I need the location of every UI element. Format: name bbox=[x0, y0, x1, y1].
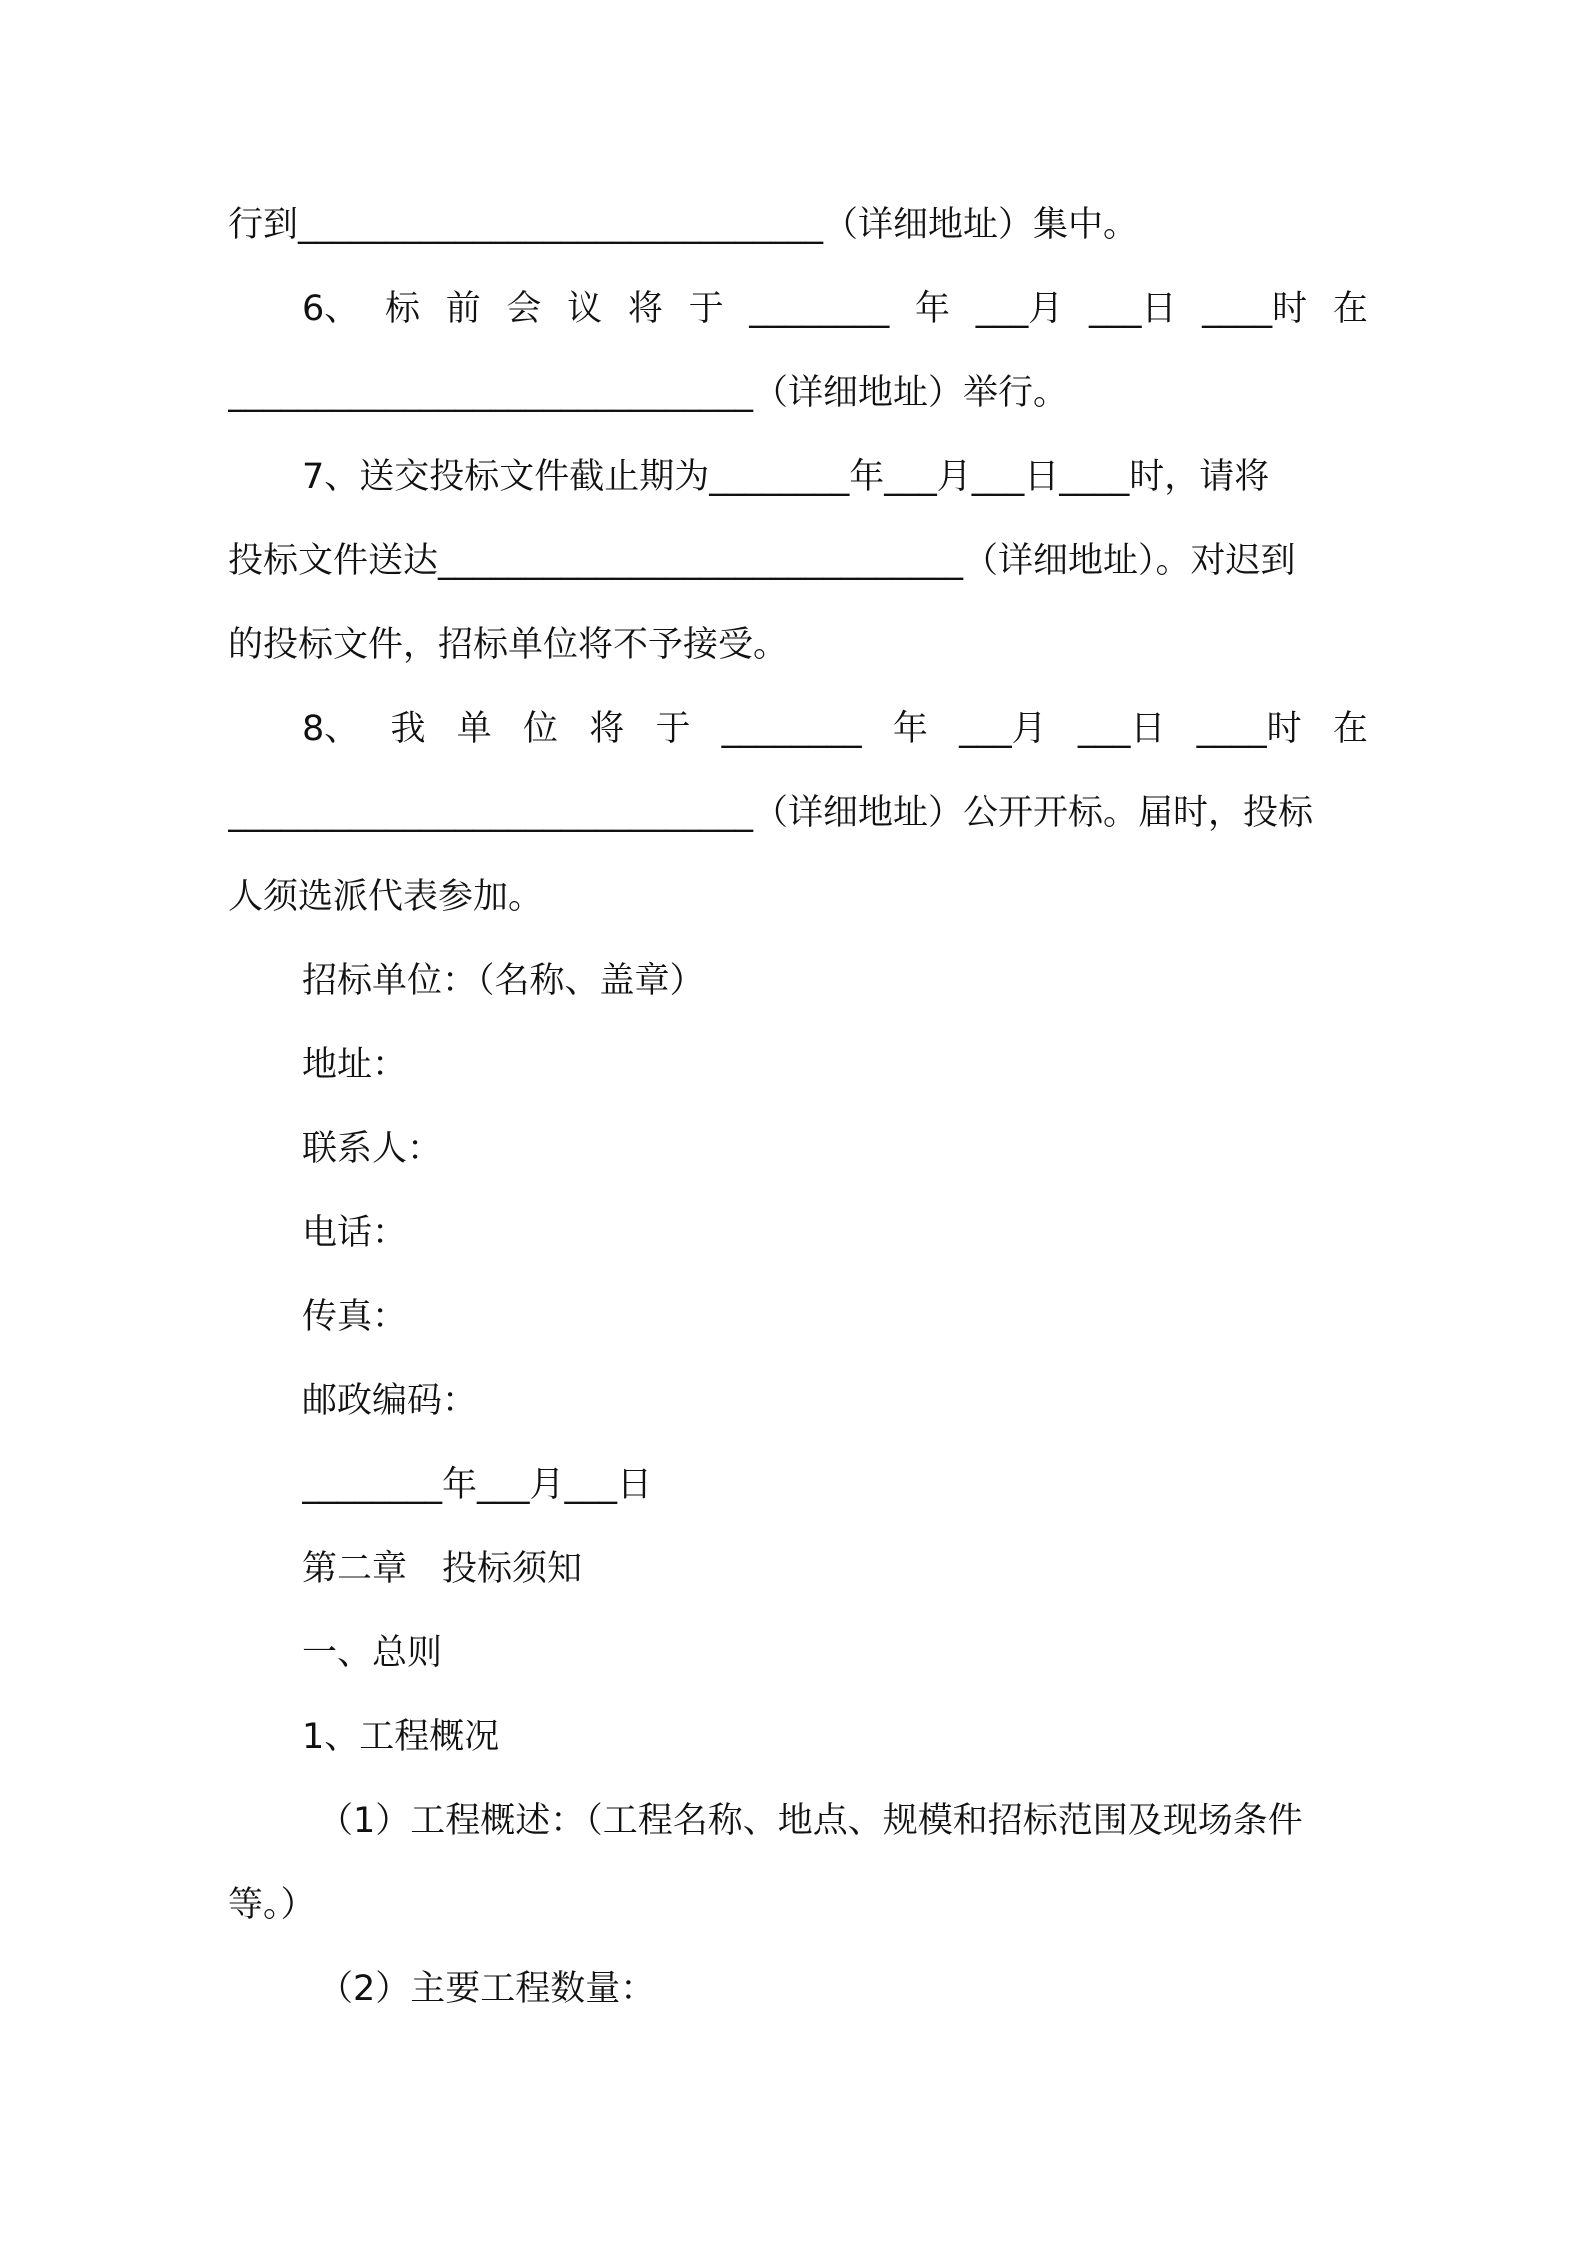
blank-field: ________ bbox=[749, 289, 890, 329]
subsection-heading: 1、工程概况 bbox=[302, 1717, 500, 1757]
clause-6-line bbox=[302, 286, 1368, 332]
text-line: （2）主要工程数量： bbox=[318, 1969, 656, 2009]
text-segment: 在 bbox=[1332, 289, 1368, 329]
text-segment: 于 bbox=[655, 709, 691, 749]
address-label: 地址： bbox=[302, 1045, 408, 1085]
section-heading: 一、总则 bbox=[302, 1633, 443, 1673]
text-segment: ___月 bbox=[959, 709, 1047, 749]
fax-label: 传真： bbox=[302, 1297, 408, 1337]
text-segment: 将 bbox=[589, 709, 625, 749]
phone-label: 电话： bbox=[302, 1213, 408, 1253]
text-line: ______________________________（详细地址）举行。 bbox=[228, 373, 1069, 413]
chapter-heading: 第二章 投标须知 bbox=[302, 1549, 583, 1589]
text-line: 行到______________________________（详细地址）集中。 bbox=[228, 205, 1139, 245]
tenderer-label: 招标单位：（名称、盖章） bbox=[302, 961, 705, 1001]
text-line: 等。） bbox=[228, 1885, 316, 1925]
text-line: 投标文件送达______________________________（详细地址）。对迟到 bbox=[228, 541, 1296, 581]
contact-label: 联系人： bbox=[302, 1129, 443, 1169]
text-segment: 于 bbox=[688, 289, 724, 329]
text-segment: ___月 bbox=[975, 289, 1064, 329]
text-segment: 单 bbox=[456, 709, 492, 749]
blank-field: ________ bbox=[721, 709, 862, 749]
postcode-label: 邮政编码： bbox=[302, 1381, 478, 1421]
text-segment: 会 bbox=[506, 289, 542, 329]
text-segment: 6、 bbox=[302, 289, 360, 329]
text-segment: 位 bbox=[522, 709, 558, 749]
text-segment: 8、 bbox=[302, 709, 360, 749]
text-segment: 议 bbox=[567, 289, 603, 329]
text-line: 的投标文件，招标单位将不予接受。 bbox=[228, 625, 789, 665]
text-segment: 前 bbox=[445, 289, 481, 329]
text-segment: ____时 bbox=[1202, 289, 1308, 329]
date-line: ________年___月___日 bbox=[302, 1465, 653, 1505]
text-segment: 标 bbox=[384, 289, 420, 329]
text-segment: 我 bbox=[390, 709, 426, 749]
text-segment: 将 bbox=[627, 289, 663, 329]
text-line: 人须选派代表参加。 bbox=[228, 877, 544, 917]
text-segment: 年 bbox=[915, 289, 951, 329]
text-line: （1）工程概述：（工程名称、地点、规模和招标范围及现场条件 bbox=[318, 1801, 1303, 1841]
text-segment: ___日 bbox=[1077, 709, 1166, 749]
text-segment: ___日 bbox=[1088, 289, 1177, 329]
text-segment: 年 bbox=[892, 709, 928, 749]
text-line: ______________________________（详细地址）公开开标。届时，投标 bbox=[228, 793, 1314, 833]
clause-7-line: 7、送交投标文件截止期为________年___月___日____时，请将 bbox=[302, 457, 1270, 497]
clause-8-line bbox=[302, 706, 1368, 752]
text-segment: 在 bbox=[1332, 709, 1368, 749]
text-segment: ____时 bbox=[1196, 709, 1302, 749]
